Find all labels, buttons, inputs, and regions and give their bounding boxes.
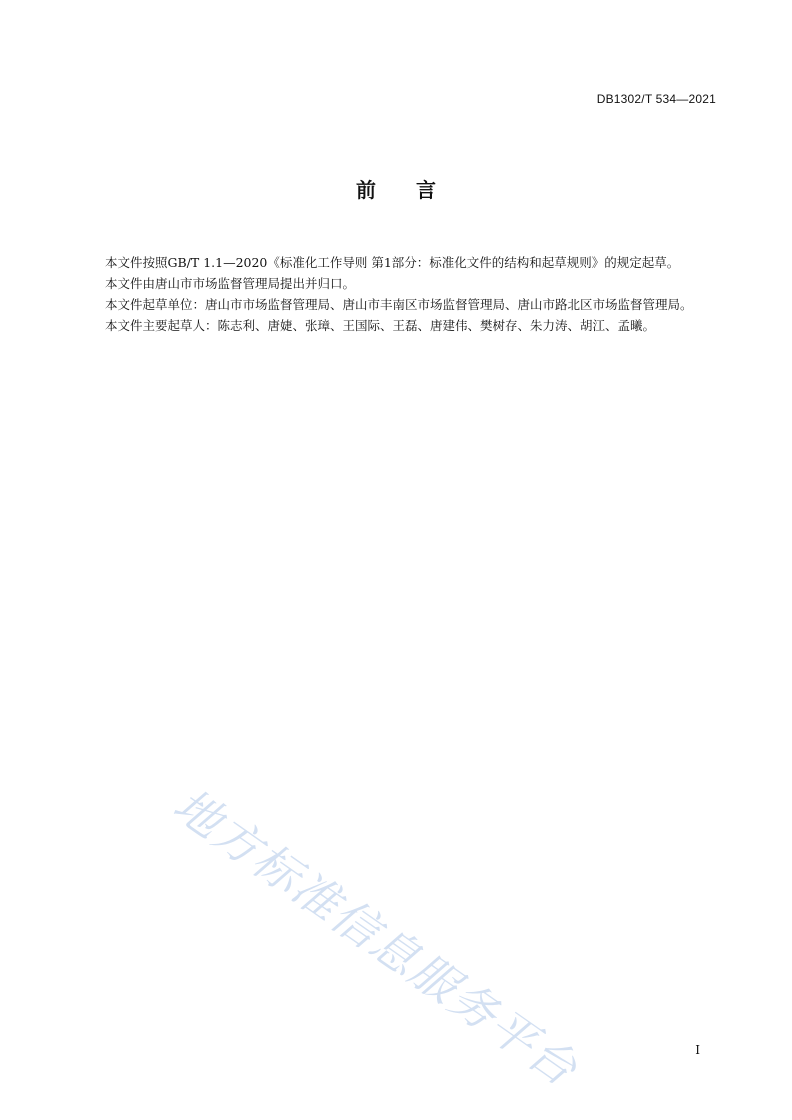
page-number: I: [695, 1043, 700, 1057]
paragraph-drafters: 本文件主要起草人：陈志利、唐婕、张璋、王国际、王磊、唐建伟、樊树存、朱力涛、胡江、孟曦。: [105, 318, 656, 333]
foreword-body: [80, 252, 719, 336]
title-char-1: 前: [356, 178, 376, 202]
paragraph-drafting-units: 本文件起草单位：唐山市市场监督管理局、唐山市丰南区市场监督管理局、唐山市路北区市场监督管理局。: [105, 297, 693, 312]
paragraph-proposer: 本文件由唐山市市场监督管理局提出并归口。: [105, 276, 356, 291]
page-title: [0, 174, 792, 203]
paragraph-drafting-rules: 本文件按照GB/T 1.1—2020《标准化工作导则 第1部分：标准化文件的结构和起草规则》的规定起草。: [105, 255, 680, 270]
document-code: DB1302/T 534—2021: [596, 92, 716, 106]
title-char-2: 言: [416, 178, 436, 202]
watermark: 地方标准信息服务平台: [163, 777, 589, 1097]
